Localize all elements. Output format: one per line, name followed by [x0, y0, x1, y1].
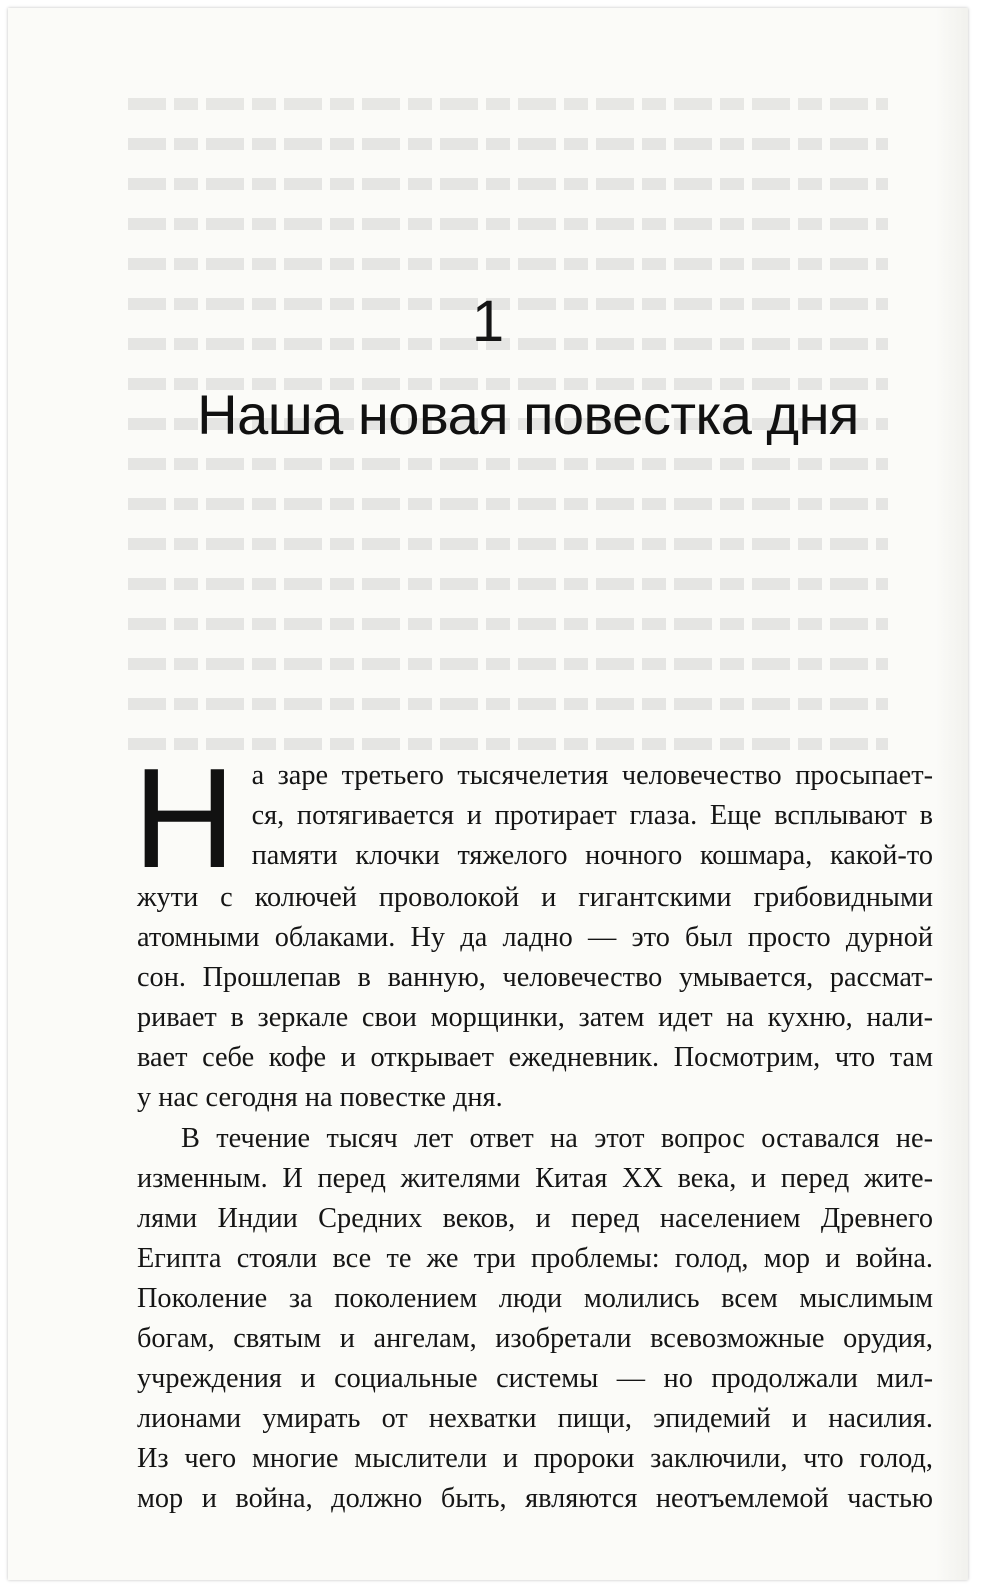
drop-cap: Н: [133, 739, 236, 898]
text-line: памяти клочки тяжелого ночного кошмара, какой-то: [251, 840, 933, 872]
text-line: Из чего многие мыслители и пророки заключили, что голод,: [137, 1443, 933, 1475]
text-line: атомными облаками. Ну да ладно — это был просто дурной: [137, 922, 933, 954]
paragraph-1: [133, 739, 933, 1119]
paragraph-2: [137, 1119, 933, 1520]
text-line: ривает в зеркале свои морщинки, затем идет на кухню, нали-: [137, 1002, 933, 1034]
text-line: Поколение за поколением люди молились всем мыслимым: [137, 1282, 933, 1314]
text-line: лионами умирать от нехватки пищи, эпидемий и насилия.: [137, 1403, 933, 1435]
page-edge-shadow: [936, 8, 968, 1580]
text-line: а заре третьего тысячелетия человечество просыпает-: [251, 760, 933, 791]
text-line: вает себе кофе и открывает ежедневник. Посмотрим, что там: [137, 1042, 933, 1074]
text-line: ся, потягивается и протирает глаза. Еще всплывают в: [251, 800, 933, 832]
text-line: изменным. И перед жителями Китая XX века, и перед жите-: [137, 1162, 933, 1194]
text-line: богам, святым и ангелам, изобретали всевозможные орудия,: [137, 1323, 933, 1355]
chapter-title: Наша новая повестка дня: [197, 383, 859, 446]
body-text: [133, 739, 933, 1520]
text-line: сон. Прошлепав в ванную, человечество умывается, рассмат-: [137, 962, 933, 994]
book-page: [8, 8, 968, 1580]
text-line: Египта стояли все те же три проблемы: голод, мор и война.: [137, 1242, 933, 1274]
chapter-number: 1: [471, 289, 505, 354]
text-line: учреждения и социальные системы — но продолжали мил-: [137, 1363, 933, 1395]
text-line: у нас сегодня на повестке дня.: [137, 1082, 503, 1114]
text-line: В течение тысяч лет ответ на этот вопрос оставался не-: [181, 1122, 933, 1154]
text-line: мор и война, должно быть, являются неотъемлемой частью: [137, 1483, 933, 1515]
text-line: жути с колючей проволокой и гигантскими грибовидными: [137, 882, 933, 913]
text-line: лями Индии Средних веков, и перед населением Древнего: [137, 1202, 933, 1234]
